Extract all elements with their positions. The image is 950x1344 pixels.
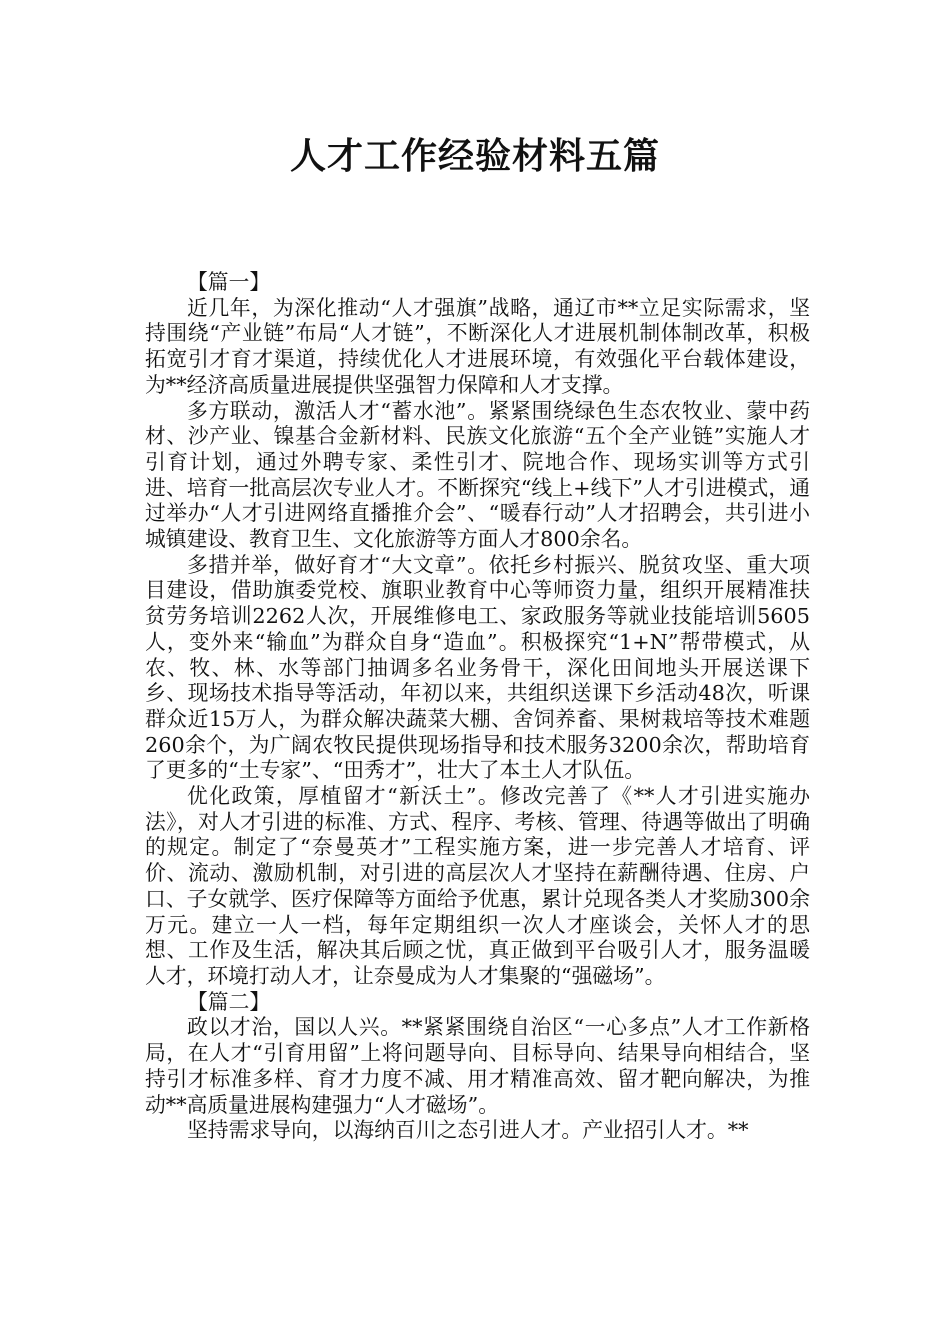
paragraph: 近几年，为深化推动“人才强旗”战略，通辽市**立足实际需求，坚持围绕“产业链”布局“人才链”，不断深化人才进展机制体制改革，积极拓宽引才育才渠道，持续优化人才进展环境，有效强化平台载体建设，为**经济高质量进展提供坚强智力保障和人才支撑。	[145, 295, 810, 397]
section-heading-1: 【篇一】	[187, 270, 271, 294]
paragraph: 政以才治，国以人兴。**紧紧围绕自治区“一心多点”人才工作新格局，在人才“引育用留”上将问题导向、目标导向、结果导向相结合，坚持引才标准多样、育才力度不减、用才精准高效、留才靶向解决，为推动**高质量进展构建强力“人才磁场”。	[145, 1015, 810, 1117]
paragraph: 多方联动，激活人才“蓄水池”。紧紧围绕绿色生态农牧业、蒙中药材、沙产业、镍基合金新材料、民族文化旅游“五个全产业链”实施人才引育计划，通过外聘专家、柔性引才、院地合作、现场实训等方式引进、培育一批高层次专业人才。不断探究“线上+线下”人才引进模式，通过举办“人才引进网络直播推介会”、“暖春行动”人才招聘会，共引进小城镇建设、教育卫生、文化旅游等方面人才800余名。	[145, 398, 810, 552]
paragraph: 坚持需求导向，以海纳百川之态引进人才。产业招引人才。**	[187, 1118, 749, 1143]
section-heading-2: 【篇二】	[187, 989, 271, 1014]
document-body	[145, 270, 810, 1144]
paragraph: 多措并举，做好育才“大文章”。依托乡村振兴、脱贫攻坚、重大项目建设，借助旗委党校、旗职业教育中心等师资力量，组织开展精准扶贫劳务培训2262人次，开展维修电工、家政服务等就业技能培训5605人，变外来“输血”为群众自身“造血”。积极探究“1+N”帮带模式，从农、牧、林、水等部门抽调多名业务骨干，深化田间地头开展送课下乡、现场技术指导等活动，年初以来，共组织送课下乡活动48次，听课群众近15万人，为群众解决蔬菜大棚、舍饲养畜、果树栽培等技术难题260余个，为广阔农牧民提供现场指导和技术服务3200余次，帮助培育了更多的“土专家”、“田秀才”，壮大了本土人才队伍。	[145, 552, 810, 783]
document-title: 人才工作经验材料五篇	[289, 136, 660, 177]
paragraph: 优化政策，厚植留才“新沃土”。修改完善了《**人才引进实施办法》，对人才引进的标准、方式、程序、考核、管理、待遇等做出了明确的规定。制定了“奈曼英才”工程实施方案，进一步完善人才培育、评价、流动、激励机制，对引进的高层次人才坚持在薪酬待遇、住房、户口、子女就学、医疗保障等方面给予优惠，累计兑现各类人才奖励300余万元。建立一人一档，每年定期组织一次人才座谈会，关怀人才的思想、工作及生活，解决其后顾之忧，真正做到平台吸引人才，服务温暖人才，环境打动人才，让奈曼成为人才集聚的“强磁场”。	[145, 784, 810, 988]
